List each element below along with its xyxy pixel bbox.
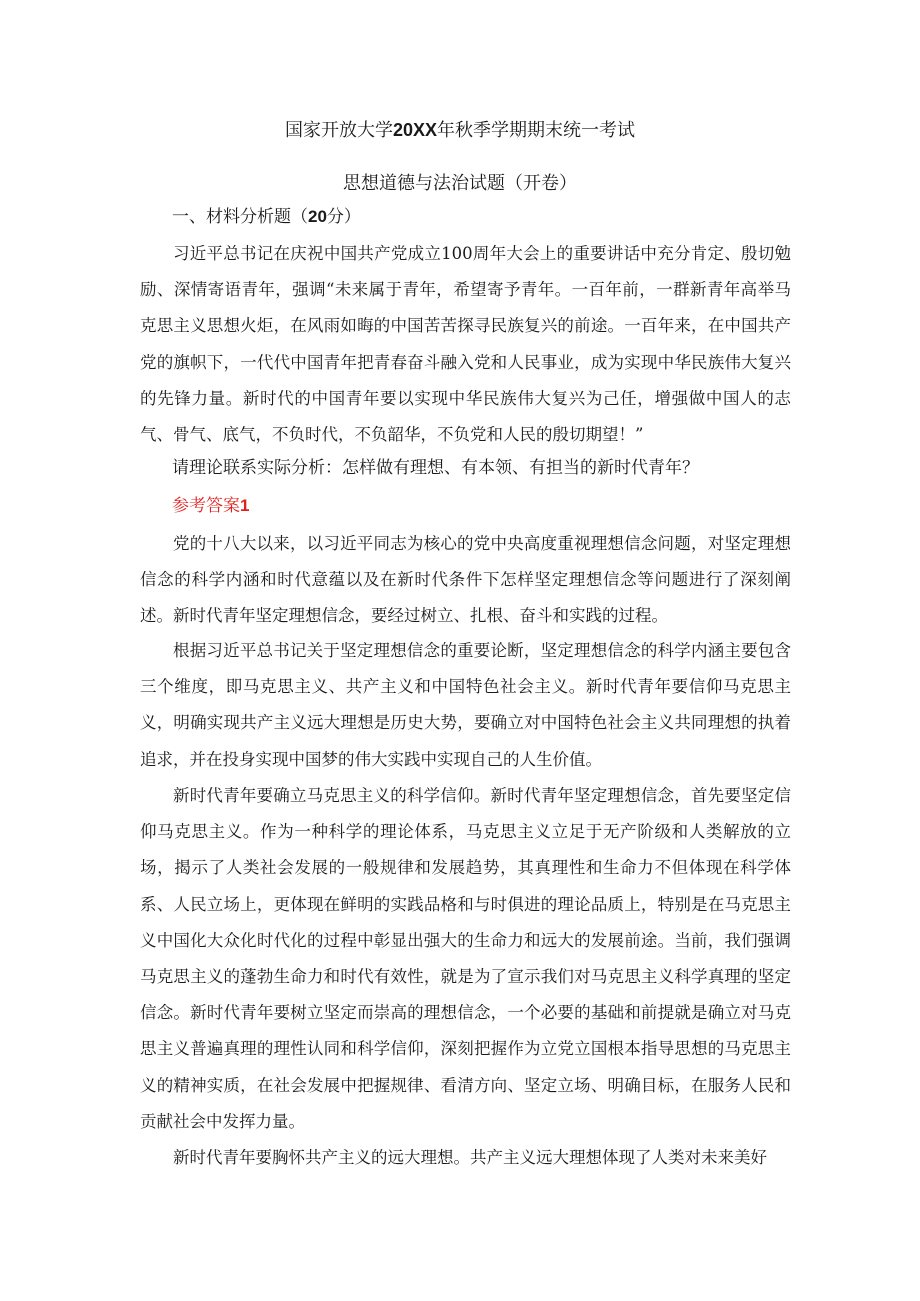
- answer-paragraph-1: 党的十八大以来，以习近平同志为核心的党中央高度重视理想信念问题，对坚定理想信念的科学内涵和时代意蕴以及在新时代条件下怎样坚定理想信念等问题进行了深刻阐述。新时代青年坚定理想信念，要经过树立、扎根、奋斗和实践的过程。: [140, 534, 791, 626]
- answer-label-number: 1: [240, 496, 250, 515]
- question-text: 请理论联系实际分析：怎样做有理想、有本领、有担当的新时代青年？: [172, 458, 699, 478]
- exam-subtitle: 思想道德与法治试题（开卷）: [343, 173, 577, 194]
- answer-paragraph-3: 新时代青年要确立马克思主义的科学信仰。新时代青年坚定理想信念，首先要坚定信仰马克思主义。作为一种科学的理论体系，马克思主义立足于无产阶级和人类解放的立场，揭示了人类社会发展的一般规律和发展趋势，其真理性和生命力不但体现在科学体系、人民立场上，更体现在鲜明的实践品格和与时俱进的理论品质上，特别是在马克思主义中国化大众化时代化的过程中彰显出强大的生命力和远大的发展前途。当前，我们强调马克思主义的蓬勃生命力和时代有效性，就是为了宣示我们对马克思主义科学真理的坚定信念。新时代青年要树立坚定而崇高的理想信念，一个必要的基础和前提就是确立对马克思主义普遍真理的理性认同和科学信仰，深刻把握作为立党立国根本指导思想的马克思主义的精神实质，在社会发展中把握规律、看清方向、坚定立场、明确目标，在服务人民和贡献社会中发挥力量。: [140, 786, 791, 1131]
- exam-title-prefix: 国家开放大学: [284, 120, 393, 141]
- answer-paragraph-4: 新时代青年要胸怀共产主义的远大理想。共产主义远大理想体现了人类对未来美好: [173, 1148, 767, 1167]
- answer-paragraph-2: 根据习近平总书记关于坚定理想信念的重要论断，坚定理想信念的科学内涵主要包含三个维度，即马克思主义、共产主义和中国特色社会主义。新时代青年要信仰马克思主义，明确实现共产主义远大理想是历史大势，要确立对中国特色社会主义共同理想的执着追求，并在投身实现中国梦的伟大实践中实现自己的人生价值。: [140, 641, 791, 769]
- reference-answer-label: [172, 491, 249, 521]
- section-heading: [172, 204, 361, 230]
- section-heading-suffix: 分）: [326, 207, 361, 227]
- section-score: 20: [308, 207, 327, 226]
- exam-title-suffix: 年秋季学期期末统一考试: [437, 120, 636, 141]
- exam-title: [0, 117, 920, 144]
- section-heading-prefix: 一、材料分析题（: [172, 207, 308, 227]
- exam-title-year: 20XX: [392, 120, 438, 140]
- answer-label-text: 参考答案: [172, 496, 240, 516]
- material-paragraph: 习近平总书记在庆祝中国共产党成立100周年大会上的重要讲话中充分肯定、殷切勉励、深情寄语青年，强调“未来属于青年，希望寄予青年。一百年前，一群新青年高举马克思主义思想火炬，在风雨如晦的中国苦苦探寻民族复兴的前途。一百年来，在中国共产党的旗帜下，一代代中国青年把青春奋斗融入党和人民事业，成为实现中华民族伟大复兴的先锋力量。新时代的中国青年要以实现中华民族伟大复兴为己任，增强做中国人的志气、骨气、底气，不负时代，不负韶华，不负党和人民的殷切期望！”: [140, 244, 791, 445]
